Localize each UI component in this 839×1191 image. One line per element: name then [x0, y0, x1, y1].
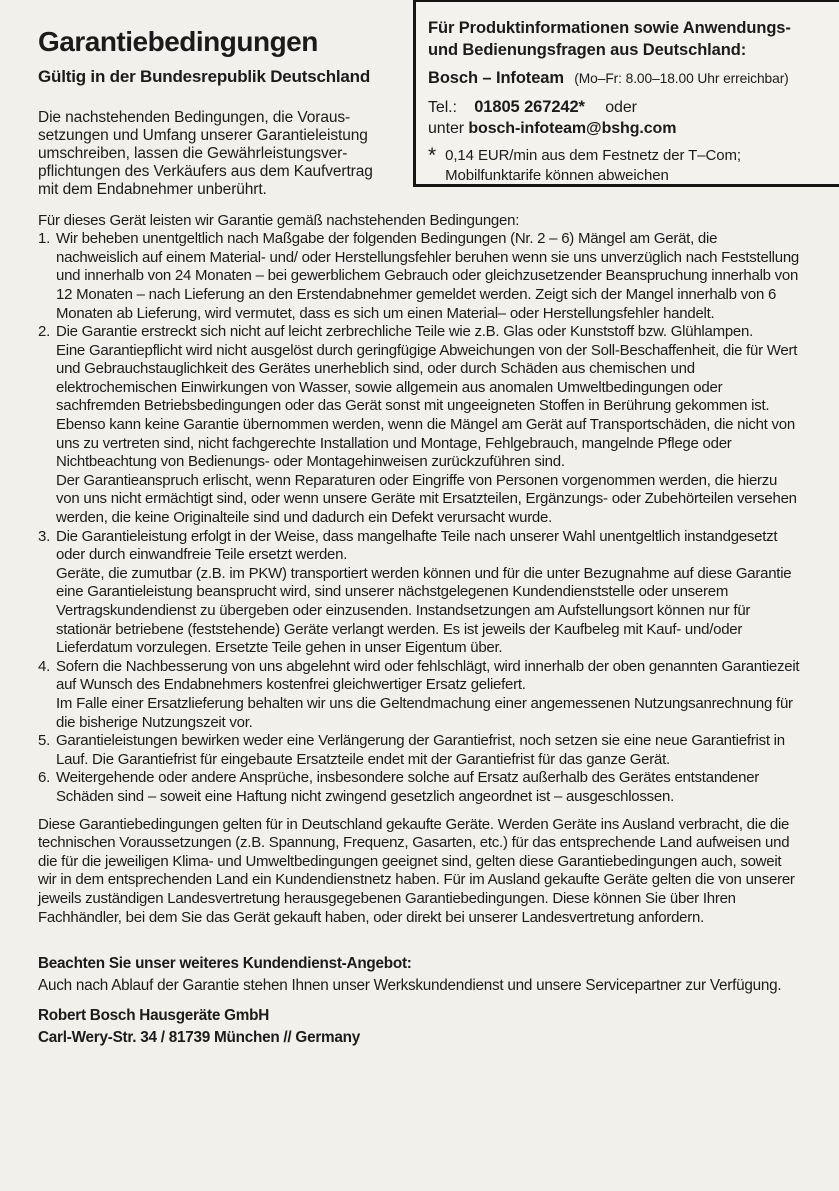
- clause-item-1: [38, 230, 801, 323]
- header-row: [0, 0, 839, 199]
- header-intro-paragraph: [38, 109, 399, 199]
- footer-heading: Beachten Sie unser weiteres Kundendienst-Angebot:: [38, 955, 412, 973]
- warranty-conditions-body: [0, 212, 839, 928]
- clause-paragraph: Der Garantieanspruch erlischt, wenn Reparaturen oder Eingriffe von Personen vorgenommen werden, die hierzu von uns nicht ermächtigt sind, oder wenn unsere Geräte mit Ersatzteilen, Ergänzungs- oder Zubehörteilen versehen werden, die keine Originalteile sind und dadurch ein Defekt verursacht wurde.: [56, 471, 797, 527]
- header-intro-line: pflichtungen des Verkäufers aus dem Kaufvertrag: [38, 162, 373, 180]
- company-address: Carl-Wery-Str. 34 / 81739 München // Germany: [38, 1029, 360, 1047]
- header-intro-line: setzungen und Umfang unserer Garantieleistung: [38, 126, 368, 144]
- company-block: [38, 1005, 801, 1049]
- clause-item-4: [38, 658, 801, 732]
- telephone-line: [428, 96, 833, 119]
- conditions-intro: Für dieses Gerät leisten wir Garantie gemäß nachstehenden Bedingungen:: [38, 211, 520, 229]
- footnote-text: [445, 146, 741, 185]
- clause-item-6: [38, 769, 801, 806]
- clause-number: 6.: [38, 769, 51, 787]
- email-address: bosch-infoteam@bshg.com: [468, 120, 677, 137]
- clause-item-5: [38, 732, 801, 769]
- page-subtitle: Gültig in der Bundesrepublik Deutschland: [38, 67, 371, 86]
- header-intro-line: Die nachstehenden Bedingungen, die Voraus-: [38, 109, 351, 126]
- clause-paragraph: Geräte, die zumutbar (z.B. im PKW) transportiert werden können und für die unter Bezugnahme auf diese Garantie eine Garantieleistung beansprucht wird, sind unserer nächstgelegenen Kundendienststelle oder unserem Vertragskundendienst zu übergeben oder einzusenden. Instandsetzungen am Aufstellungsort können nur für stationär betriebene (feststehende) Geräte verlangt werden. Es ist jeweils der Kaufbeleg mit Kauf- und/oder Lieferdatum vorzulegen. Ersetzte Teile gehen in unser Eigentum über.: [56, 564, 792, 657]
- contact-info-box: [413, 0, 839, 187]
- phone-number: 01805 267242*: [474, 98, 585, 116]
- header-intro-line: mit dem Endabnehmer unberührt.: [38, 180, 267, 198]
- company-name: Robert Bosch Hausgeräte GmbH: [38, 1007, 269, 1025]
- infoteam-line: [428, 66, 833, 91]
- tel-suffix: oder: [605, 99, 637, 116]
- clause-paragraph: Die Garantie erstreckt sich nicht auf leicht zerbrechliche Teile wie z.B. Glas oder Kunststoff bzw. Glühlampen.: [56, 323, 754, 341]
- clause-number: 4.: [38, 657, 51, 675]
- clause-paragraph: Eine Garantiepflicht wird nicht ausgelöst durch geringfügige Abweichungen von der Soll-Beschaffenheit, die für Wert und Gebrauchstauglichkeit des Gerätes unerheblich sind, oder durch Schäden aus chemischen und elektrochemischen Einwirkungen von Wasser, sowie allgemein aus anomalen Umweltbedingungen oder sachfremden Betriebsbedingungen oder das Gerät sonst mit ungeeigneten Stoffen in Berührung gekommen ist. Ebenso kann keine Garantie übernommen werden, wenn die Mängel am Gerät auf Transportschäden, die nicht von uns zu vertreten sind, nicht fachgerechte Installation und Montage, Fehlgebrauch, mangelnde Pflege oder Nichtbeachtung von Bedienungs- oder Montagehinweisen zurückzuführen sind.: [56, 341, 798, 471]
- clause-paragraph: Weitergehende oder andere Ansprüche, insbesondere solche auf Ersatz außerhalb des Gerätes entstandener Schäden sind – soweit eine Haftung nicht zwingend gesetzlich angeordnet ist – ausgeschlossen.: [56, 769, 760, 805]
- asterisk-marker: *: [428, 144, 437, 167]
- footnote-line2: Mobilfunktarife können abweichen: [445, 166, 669, 184]
- clause-paragraph: Garantieleistungen bewirken weder eine Verlängerung der Garantiefrist, noch setzen sie eine neue Garantiefrist in Lauf. Die Garantiefrist für eingebaute Ersatzteile endet mit der Garantiefrist für das ganze Gerät.: [56, 732, 785, 768]
- info-box-heading: [428, 18, 833, 61]
- clause-number: 5.: [38, 732, 51, 750]
- clause-paragraph: Im Falle einer Ersatzlieferung behalten wir uns die Geltendmachung einer angemessenen Nutzungsanrechnung für die bisherige Nutzungszeit vor.: [56, 694, 793, 731]
- clause-number: 2.: [38, 323, 51, 341]
- infoteam-hours: (Mo–Fr: 8.00–18.00 Uhr erreichbar): [574, 71, 789, 86]
- tel-label: Tel.:: [428, 99, 457, 116]
- closing-paragraph: Diese Garantiebedingungen gelten für in Deutschland gekaufte Geräte. Werden Geräte ins Ausland verbracht, die die technischen Voraussetzungen (z.B. Spannung, Frequenz, Gasarten, etc.) für das entsprechende Land aufweisen und die für die jeweiligen Klima- und Umweltbedingungen geeignet sind, gelten diese Garantiebedingungen auch, soweit wir in dem entsprechenden Land ein Kundendienstnetz haben. Für im Ausland gekaufte Geräte gelten die von unserer jeweils zuständigen Landesvertretung herausgegebenen Garantiebedingungen. Diese können Sie über Ihren Fachhändler, bei dem Sie das Gerät gekauft haben, oder direkt bei unserer Landesvertretung anfordern.: [38, 815, 795, 926]
- clause-item-3: [38, 528, 801, 658]
- clause-number: 3.: [38, 527, 51, 545]
- footer-text: Auch nach Ablauf der Garantie stehen Ihnen unser Werkskundendienst und unsere Servicepartner zur Verfügung.: [38, 976, 782, 994]
- footnote-line1: 0,14 EUR/min aus dem Festnetz der T–Com;: [445, 147, 741, 164]
- info-box-heading-line2: und Bedienungsfragen aus Deutschland:: [428, 40, 747, 59]
- clause-number: 1.: [38, 230, 51, 248]
- footer-section: [0, 953, 839, 1049]
- email-prefix: unter: [428, 120, 464, 137]
- page-title: Garantiebedingungen: [38, 26, 318, 57]
- clause-paragraph: Wir beheben unentgeltlich nach Maßgabe der folgenden Bedingungen (Nr. 2 – 6) Mängel am Gerät, die nachweislich auf einem Material- und/ oder Herstellungsfehler beruhen wenn sie uns unverzüglich nach Feststellung und innerhalb von 24 Monaten – bei gewerblichem Gebrauch oder gleichzusetzender Beanspruchung innerhalb von 12 Monaten – nach Lieferung an den Erstendabnehmer gemeldet werden. Zeigt sich der Mangel innerhalb von 6 Monaten ab Lieferung, wird vermutet, dass es sich um einen Material– oder Herstellungsfehler handelt.: [56, 230, 800, 322]
- phone-cost-footnote: [428, 146, 833, 185]
- clause-paragraph: Die Garantieleistung erfolgt in der Weise, dass mangelhafte Teile nach unserer Wahl unentgeltlich instandgesetzt oder durch einwandfreie Teile ersetzt werden.: [56, 527, 778, 564]
- header-intro-line: umschreiben, lassen die Gewährleistungsver-: [38, 144, 348, 162]
- header-left-column: [0, 0, 413, 199]
- clause-item-2: [38, 323, 801, 528]
- clause-paragraph: Sofern die Nachbesserung von uns abgelehnt wird oder fehlschlägt, wird innerhalb der oben genannten Garantiezeit auf Wunsch des Endabnehmers kostenfrei gleichwertiger Ersatz geliefert.: [56, 657, 800, 694]
- infoteam-name: Bosch – Infoteam: [428, 69, 564, 87]
- info-box-heading-line1: Für Produktinformationen sowie Anwendungs-: [428, 19, 791, 37]
- email-line: [428, 119, 833, 139]
